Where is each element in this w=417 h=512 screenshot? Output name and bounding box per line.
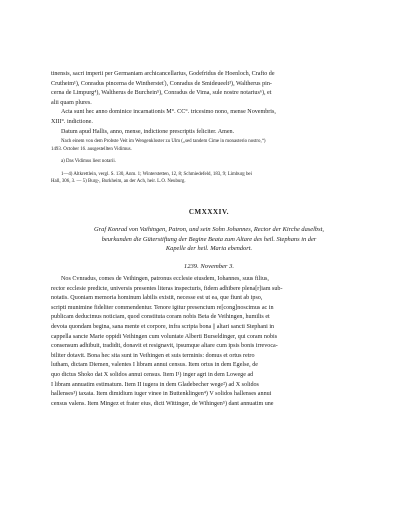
- charter-header: [51, 208, 367, 270]
- text-line: notatis. Quoniam memoria hominum labilis existit, necesse est ut ea, que fiunt ab ipso,: [51, 295, 263, 302]
- text-line: Kapelle der heil. Maria ebendort.: [165, 245, 253, 253]
- text-line: devota quondam begina, sana mente et corpore, infra scripta bona || altari sancti Stephani in: [51, 323, 275, 330]
- witness-list-paragraph: [51, 70, 367, 108]
- text-line: biliter dotavit. Bona hec sita sunt in Veihingen et suis terminis: domus et ortus retro: [51, 352, 255, 359]
- text-line: Crutheim¹), Conradus pincerna de Winthersteť), Conradus de Smideueelt³), Waltherus pin-: [51, 80, 272, 87]
- acta-paragraph: [51, 108, 367, 127]
- footnotes: [51, 171, 367, 186]
- text-line: hallenses³) taxata. Item dimidium iuger vinee in Buttenklingen⁴) V solidos hallenses annui: [51, 391, 272, 398]
- text-line: I libram annuatim estimatum. Item II iugera in dem Gladebecher wege²) ad X solidos: [51, 381, 259, 388]
- charter-conclusion: [51, 70, 367, 137]
- text-line: tinensis, sacri imperii per Germaniam archicancellarius, Godefridus de Hoenloch, Crafto de: [51, 71, 275, 77]
- charter-body-paragraph: [51, 275, 367, 409]
- text-line: census valens. Item Mingez et frater eius, dicti Wittinger, de Wihingen⁵) dant annuatim une: [51, 400, 274, 407]
- text-line: beurkunden die Güterstiftung der Begine Beata zum Altare des heil. Stephans in der: [101, 235, 317, 243]
- text-line: cappella sancte Marie oppidi Veihingen cum voluntate Alberti Burseldinger, qui coram nobis: [51, 333, 278, 340]
- text-line: rector ecclesie predicte, universis presentes literas inspecturis, fidem adhibere plena[r]iam sub-: [51, 285, 283, 292]
- charter-body: [51, 275, 367, 409]
- text-line: alii quam plures.: [51, 99, 92, 106]
- charter-regest: [51, 225, 367, 254]
- text-line: consensum adhibuit, tradidit, donavit et resignavit, ipsumque altare cum ipsis bonis irrevoca-: [51, 343, 278, 350]
- text-line: quo dictus Shoko dat X solidos annui census. Item I¹) inger agri in dem Lowege ad: [51, 371, 254, 378]
- text-line: XIII°. indictione.: [51, 118, 93, 125]
- source-note: [51, 138, 367, 153]
- datum-paragraph: Datum apud Hallis, anno, mense, indictione prescriptis feliciter. Amen.: [61, 128, 235, 135]
- text-line: 1493. October 16. ausgestellten Vidimus.: [51, 146, 132, 152]
- text-line: Graf Konrad von Vaihingen, Patron, und sein Sohn Johannes, Rector der Kirche daselbst,: [94, 226, 324, 233]
- text-line: scripti munimine fideliter commendentur. Tenore igitur presencium re[cong]noscimus ac in: [51, 304, 274, 311]
- text-line: lutham, dictam Diemen, valentes I libram annui census. Item ortus in dem Egelse, de: [51, 362, 258, 369]
- source-notes: [51, 138, 367, 186]
- text-line: cerna de Limpurg⁴), Waltherus de Burchein⁵), Conradus de Vima, sule nostre notarius⁶), et: [51, 90, 272, 97]
- charter-number: CMXXXIV.: [188, 208, 230, 216]
- text-line: Hall, 306, 3. — 5) Burg-, Burkheim, an der Ach, heir. L.O. Neuburg.: [51, 179, 186, 185]
- text-line: Nos Cvnradus, comes de Veihingen, patronus ecclesie eiusdem, Iohannes, suus filius,: [61, 276, 269, 282]
- footnote-a: a) Das Vidimus liest notarii.: [61, 159, 116, 165]
- charter-date: 1239. November 3.: [183, 262, 235, 270]
- text-line: Acta sunt hec anno dominice incarnationis M°. CC°. tricesimo nono, mense Novembris,: [61, 109, 276, 116]
- text-line: publicam deducimus noticiam, quod constituta coram nobis Beta de Veihingen, humilis et: [51, 314, 270, 321]
- text-line: Nach einem von dem Probste Veit im Wengenkloster zu Ulm („sed tandem Cime in monasterio nostro,“): [61, 139, 266, 144]
- text-line: 1—4) Altkrettlein, vergl. S. 130, Anm. 1; Winterstetten, 12, 8; Schmiedefeld, 183, 9; Limburg bei: [61, 171, 252, 177]
